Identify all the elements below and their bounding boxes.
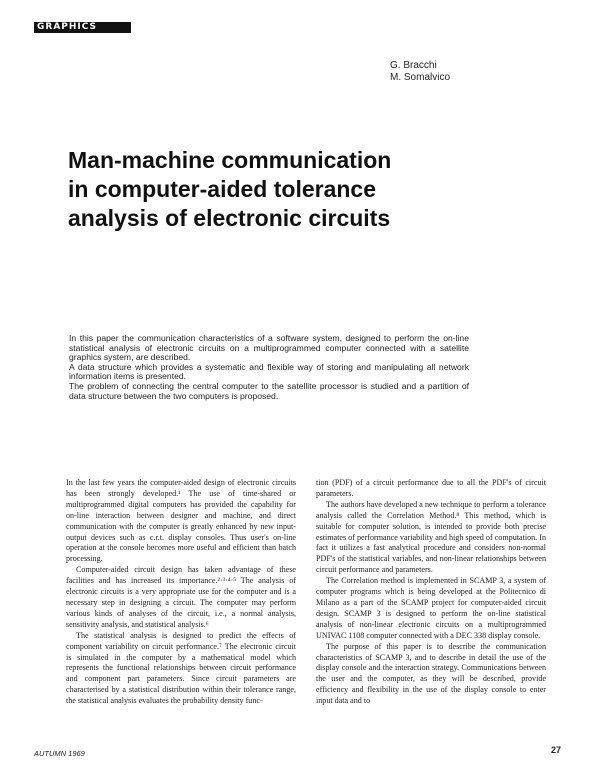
body-paragraph: The authors have developed a new technique to perform a tolerance analysis called the Correlation Method.⁸ This method, which is suitable for computer solution, is intended to provide both precise estimates of performance variability and high speed of computation. In fact it utilizes a fast analytical procedure and considers non-normal PDF's of the statistical variables, and non-linear relationships between circuit performance and parameters. [316,499,546,575]
body-column-right [316,478,546,707]
title-line: analysis of electronic circuits [68,205,391,231]
issue-label: AUTUMN 1969 [34,749,85,758]
title-line: Man-machine communication [68,147,392,173]
author-name: M. Somalvico [390,72,451,83]
author-name: G. Bracchi [390,60,437,71]
abstract-paragraph: In this paper the communication characteristics of a software system, designed to perform the on-line statistical analysis of electronic circuits on a multiprogrammed computer connected with a satellite graphics system, are described. [69,333,469,363]
body-paragraph: The purpose of this paper is to describe the communication characteristics of SCAMP 3, and to describe in detail the use of the display console and the interaction strategy. Communications between the user and the computer, as they will be described, provide efficiency and flexibility in the use of the display console to enter input data and to [316,641,546,706]
body-column-left [66,478,296,707]
article-title [68,146,568,233]
author-list [390,60,570,84]
section-tag: GRAPHICS [34,22,131,33]
body-paragraph: tion (PDF) of a circuit performance due to all the PDF's of circuit parameters. [316,478,546,498]
body-paragraph: Computer-aided circuit design has taken advantage of these facilities and has increased its importance.²·³·⁴·⁵ The analysis of electronic circuits is a very appropriate use for the computer and is a necessary step in designing a circuit. The computer may perform various kinds of analyses of the circuit, i.e., a normal analysis, sensitivity analysis, and statistical analysis.⁶ [66,565,296,629]
abstract-paragraph: A data structure which provides a systematic and flexible way of storing and manipulating all network information items is presented. [69,361,469,382]
body-paragraph: The statistical analysis is designed to predict the effects of component variability on circuit performance.⁷ The electronic circuit is simulated in the computer by a mathematical model which represents the functional relationships between circuit performance and component part parameters. Since circuit parameters are characterised by a statistical distribution within their tolerance range, the statistical analysis evaluates the probability density func- [66,630,296,706]
page-number: 27 [551,745,562,755]
title-line: in computer-aided tolerance [68,176,377,202]
abstract-paragraph: The problem of connecting the central computer to the satellite processor is studied and a partition of data structure between the two computers is proposed. [69,380,469,401]
abstract [69,334,469,401]
body-paragraph: The Correlation method is implemented in SCAMP 3, a system of computer programs which is being developed at the Politecnico di Milano as a part of the SCAMP project for computer-aided circuit design. SCAMP 3 is designed to perform the on-line statistical analysis of non-linear electronic circuits on a multiprogrammed UNIVAC 1108 computer connected with a DEC 338 display console. [316,576,546,640]
body-paragraph: In the last few years the computer-aided design of electronic circuits has been strongly developed.¹ The use of time-shared or multiprogrammed digital computers has provided the capability for on-line interaction between designer and machine, and direct communication with the computer is greatly enhanced by new input-output devices such as c.r.t. display consoles. Thus user's on-line operation at the console becomes more useful and efficient than batch processing. [66,478,296,564]
